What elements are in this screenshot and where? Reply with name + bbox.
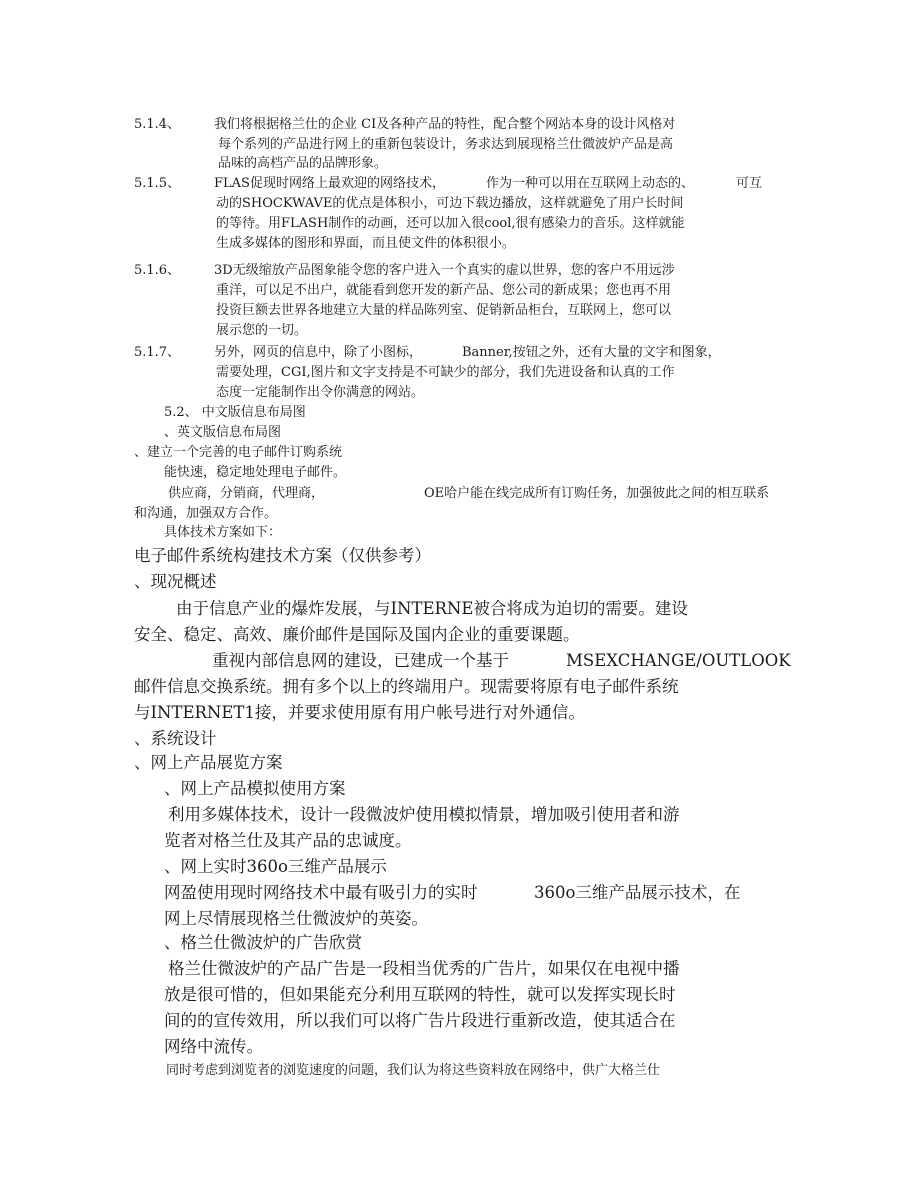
paragraph-line: 我们将根据格兰仕的企业 CI及各种产品的特性，配合整个网站本身的设计风格对 [214, 117, 676, 132]
document-title: 电子邮件系统构建技术方案（仅供参考） [134, 546, 431, 565]
paragraph-line: 邮件信息交换系统。拥有多个以上的终端用户。现需要将原有电子邮件系统 [134, 677, 679, 696]
paragraph-line: 3D无级缩放产品图象能令您的客户进入一个真实的虚以世界，您的客户不用远涉 [214, 263, 675, 278]
paragraph-line: 360o三维产品展示技术，在 [534, 883, 741, 902]
paragraph-line: 间的的宣传效用，所以我们可以将广告片段进行重新改造，使其适合在 [164, 1011, 676, 1030]
subsection-heading: 、网上产品模拟使用方案 [164, 779, 346, 798]
paragraph-line: 另外，网页的信息中，除了小图标， [214, 345, 423, 360]
section-number-5-1-4: 5.1.4、 [134, 117, 181, 132]
paragraph-line: 网络中流传。 [164, 1037, 263, 1056]
paragraph-line: 利用多媒体技术，设计一段微波炉使用模拟情景，增加吸引使用者和游 [168, 805, 680, 824]
section-heading: 、系统设计 [134, 729, 217, 748]
paragraph-line: 生成多媒体的图形和界面，而且使文件的体积很小。 [216, 236, 516, 251]
paragraph-line: 能快速，稳定地处理电子邮件。 [164, 465, 347, 480]
subsection-heading: 、格兰仕微波炉的广告欣赏 [164, 933, 362, 952]
paragraph-line: 动的SHOCKWAVE的优点是体积小，可边下载边播放，这样就避免了用户长时间 [216, 196, 684, 211]
paragraph-line: 可互 [736, 176, 763, 191]
paragraph-line: 的等待。用FLASH制作的动画，还可以加入很cool,很有感染力的音乐。这样就能 [216, 216, 685, 231]
section-heading: 、英文版信息布局图 [164, 425, 282, 440]
paragraph-line: 态度一定能制作出令你满意的网站。 [216, 385, 425, 400]
section-heading: 、建立一个完善的电子邮件订购系统 [134, 445, 343, 460]
paragraph-line: 展示您的一切。 [216, 323, 308, 338]
section-number-5-1-7: 5.1.7、 [134, 345, 181, 360]
paragraph-line: 和沟通，加强双方合作。 [134, 506, 278, 521]
paragraph-line: 安全、稳定、高效、廉价邮件是国际及国内企业的重要课题。 [134, 625, 580, 644]
paragraph-line: 由于信息产业的爆炸发展，与INTERNE被合将成为迫切的需要。建设 [176, 599, 688, 618]
paragraph-line: 每个系列的产品进行网上的重新包装设计，务求达到展现格兰仕微波炉产品是高 [218, 137, 674, 152]
paragraph-line: 与INTERNET1接，并要求使用原有用户帐号进行对外通信。 [134, 703, 585, 722]
paragraph-line: 供应商，分销商，代理商， [168, 486, 325, 501]
paragraph-line: Banner,按钮之外，还有大量的文字和图象， [462, 345, 721, 360]
paragraph-line: 同时考虑到浏览者的浏览速度的问题，我们认为将这些资料放在网络中，供广大格兰仕 [166, 1063, 661, 1078]
paragraph-line: 重视内部信息网的建设，已建成一个基于 [212, 651, 509, 670]
paragraph-line: 品味的高档产品的品牌形象。 [218, 156, 388, 171]
section-number-5-1-6: 5.1.6、 [134, 263, 181, 278]
paragraph-line: 需要处理，CGI,图片和文字支持是不可缺少的部分，我们先进设备和认真的工作 [216, 365, 675, 380]
paragraph-line: 网上尽情展现格兰仕微波炉的英姿。 [164, 909, 428, 928]
paragraph-line: MSEXCHANGE/OUTLOOK [566, 651, 791, 670]
section-number-5-1-5: 5.1.5、 [134, 176, 181, 191]
paragraph-line: 放是很可惜的，但如果能充分利用互联网的特性，就可以发挥实现长时 [164, 985, 676, 1004]
subsection-heading: 、网上实时360o三维产品展示 [164, 857, 387, 876]
paragraph-line: 网盈使用现时网络技术中最有吸引力的实时 [164, 883, 478, 902]
paragraph-line: 作为一种可以用在互联网上动态的、 [486, 176, 695, 191]
section-heading: 、现况概述 [134, 572, 217, 591]
section-heading: 、网上产品展览方案 [134, 753, 283, 772]
paragraph-line: 具体技术方案如下： [164, 525, 282, 540]
paragraph-line: 格兰仕微波炉的产品广告是一段相当优秀的广告片，如果仅在电视中播 [168, 959, 680, 978]
paragraph-line: 投资巨额去世界各地建立大量的样品陈列室、促销新品柜台，互联网上，您可以 [216, 303, 672, 318]
paragraph-line: FLAS促现时网络上最欢迎的网络技术， [214, 176, 445, 191]
paragraph-line: 重洋，可以足不出户，就能看到您开发的新产品、您公司的新成果；您也再不用 [216, 283, 672, 298]
section-heading-5-2: 5.2、 中文版信息布局图 [164, 405, 306, 420]
paragraph-line: 览者对格兰仕及其产品的忠诚度。 [164, 831, 412, 850]
paragraph-line: OE哈户能在线完成所有订购任务，加强彼此之间的相互联系 [424, 486, 770, 501]
